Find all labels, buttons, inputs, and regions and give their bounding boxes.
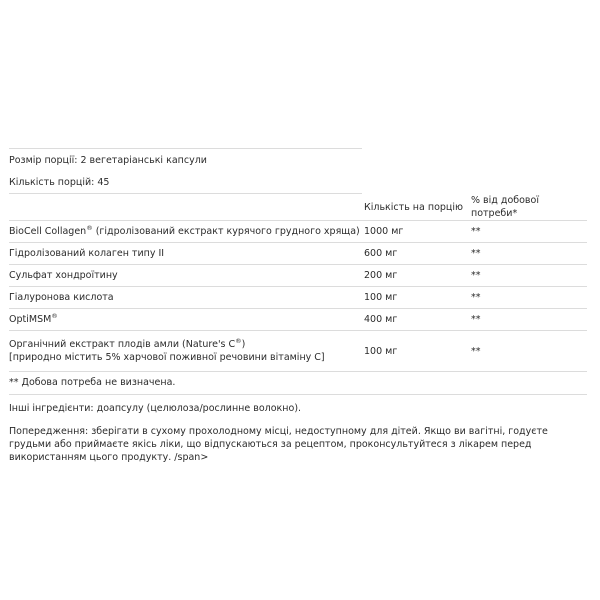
ingredient-name: Гідролізований колаген типу II	[9, 243, 364, 265]
footnote: ** Добова потреба не визначена.	[9, 372, 587, 395]
table-row	[9, 221, 587, 243]
ingredient-name: Органічний екстракт плодів амли (Nature's C®) [природно містить 5% харчової поживної речовини вітаміну C]	[9, 331, 364, 372]
table-row	[9, 309, 587, 331]
serving-size-row	[9, 149, 587, 171]
registered-mark: ®	[235, 337, 242, 345]
ingredient-daily-value: **	[471, 265, 587, 287]
ingredient-name: Сульфат хондроїтину	[9, 265, 364, 287]
ingredient-amount: 1000 мг	[364, 221, 471, 243]
ingredient-daily-value: **	[471, 287, 587, 309]
servings-count: Кількість порцій: 45	[9, 176, 110, 188]
ingredient-amount: 100 мг	[364, 287, 471, 309]
supplement-facts-panel	[9, 148, 587, 464]
ingredient-amount: 100 мг	[364, 331, 471, 372]
ingredient-name: Гіалуронова кислота	[9, 287, 364, 309]
table-header	[9, 194, 587, 221]
table-row	[9, 243, 587, 265]
table-row	[9, 331, 587, 372]
registered-mark: ®	[51, 312, 58, 320]
header-amount: Кількість на порцію	[364, 194, 471, 221]
warning-text: Попередження: зберігати в сухому прохолодному місці, недоступному для дітей. Якщо ви вагітні, годуєте грудьми або приймаєте якісь ліки, що відпускаються за рецептом, проконсультуйтеся з лікарем перед використанням цього продукту. /span>	[9, 426, 548, 463]
servings-count-row	[9, 171, 587, 193]
ingredient-daily-value: **	[471, 221, 587, 243]
header-name-cell	[9, 194, 364, 221]
ingredient-daily-value: **	[471, 309, 587, 331]
supplement-facts-table	[9, 149, 587, 372]
header-daily-value: % від добової потреби*	[471, 194, 587, 221]
serving-size: Розмір порції: 2 вегетаріанські капсули	[9, 154, 207, 166]
ingredient-amount: 600 мг	[364, 243, 471, 265]
ingredient-daily-value: **	[471, 243, 587, 265]
ingredient-name: BioCell Collagen® (гідролізований екстракт курячого грудного хряща)	[9, 221, 364, 243]
ingredient-daily-value: **	[471, 331, 587, 372]
table-row	[9, 287, 587, 309]
ingredient-amount: 200 мг	[364, 265, 471, 287]
ingredient-amount: 400 мг	[364, 309, 471, 331]
ingredient-name: OptiMSM®	[9, 309, 364, 331]
other-ingredients: Інші інгредієнти: доапсулу (целюлоза/рослинне волокно).	[9, 403, 302, 414]
table-row	[9, 265, 587, 287]
registered-mark: ®	[86, 224, 93, 232]
